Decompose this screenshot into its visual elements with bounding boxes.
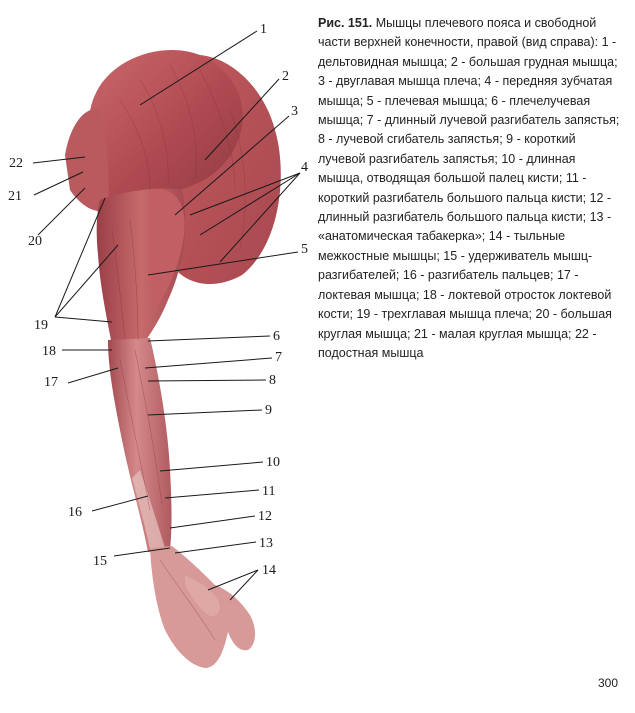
label-8: 8	[269, 373, 276, 388]
forearm	[108, 338, 172, 552]
label-11: 11	[262, 484, 276, 499]
label-3: 3	[291, 104, 298, 119]
label-4: 4	[301, 160, 308, 175]
label-14: 14	[262, 563, 276, 578]
label-6: 6	[273, 329, 280, 344]
label-17: 17	[44, 375, 58, 390]
label-2: 2	[282, 69, 289, 84]
scapular-region	[65, 109, 109, 211]
label-9: 9	[265, 403, 272, 418]
label-12: 12	[258, 509, 272, 524]
label-18: 18	[42, 344, 56, 359]
label-16: 16	[68, 505, 82, 520]
label-21: 21	[8, 189, 22, 204]
label-15: 15	[93, 554, 107, 569]
label-7: 7	[275, 350, 282, 365]
page-number: 300	[598, 676, 619, 690]
label-13: 13	[259, 536, 273, 551]
figure-caption-text: Мышцы плечевого пояса и свободной части верхней конечности, правой (вид справа): 1 - дельтовидная мышца; 2 - большая грудная мышца; 3 - двуглавая мышца плеча; 4 - передняя зубчатая мышца; 5 - плечевая мышца; 6 - плечелучевая мышца; 7 - длинный лучевой разгибатель запястья; 8 - лучевой сгибатель запястья; 9 - короткий лучевой разгибатель запястья; 10 - длинная мышца, отводящая большой палец кисти; 11 - короткий разгибатель большого пальца кисти; 12 - длинный разгибатель большого пальца кисти; 13 - «анатомическая табакерка»; 14 - тыльные межкостные мышцы; 15 - удерживатель мышц-разгибателей; 16 - разгибатель пальцев; 17 - локтевая мышца; 18 - локтевой отросток локтевой кости; 19 - трехглавая мышца плеча; 20 - большая круглая мышца; 21 - малая круглая мышца; 22 - подостная мышца	[318, 16, 620, 360]
label-20: 20	[28, 234, 42, 249]
label-5: 5	[301, 242, 308, 257]
figure-caption	[318, 14, 624, 363]
label-10: 10	[266, 455, 280, 470]
anatomy-drawing	[65, 50, 281, 668]
label-1: 1	[260, 22, 267, 37]
figure-caption-label: Рис. 151.	[318, 16, 373, 30]
label-19: 19	[34, 318, 48, 333]
label-22: 22	[9, 156, 23, 171]
